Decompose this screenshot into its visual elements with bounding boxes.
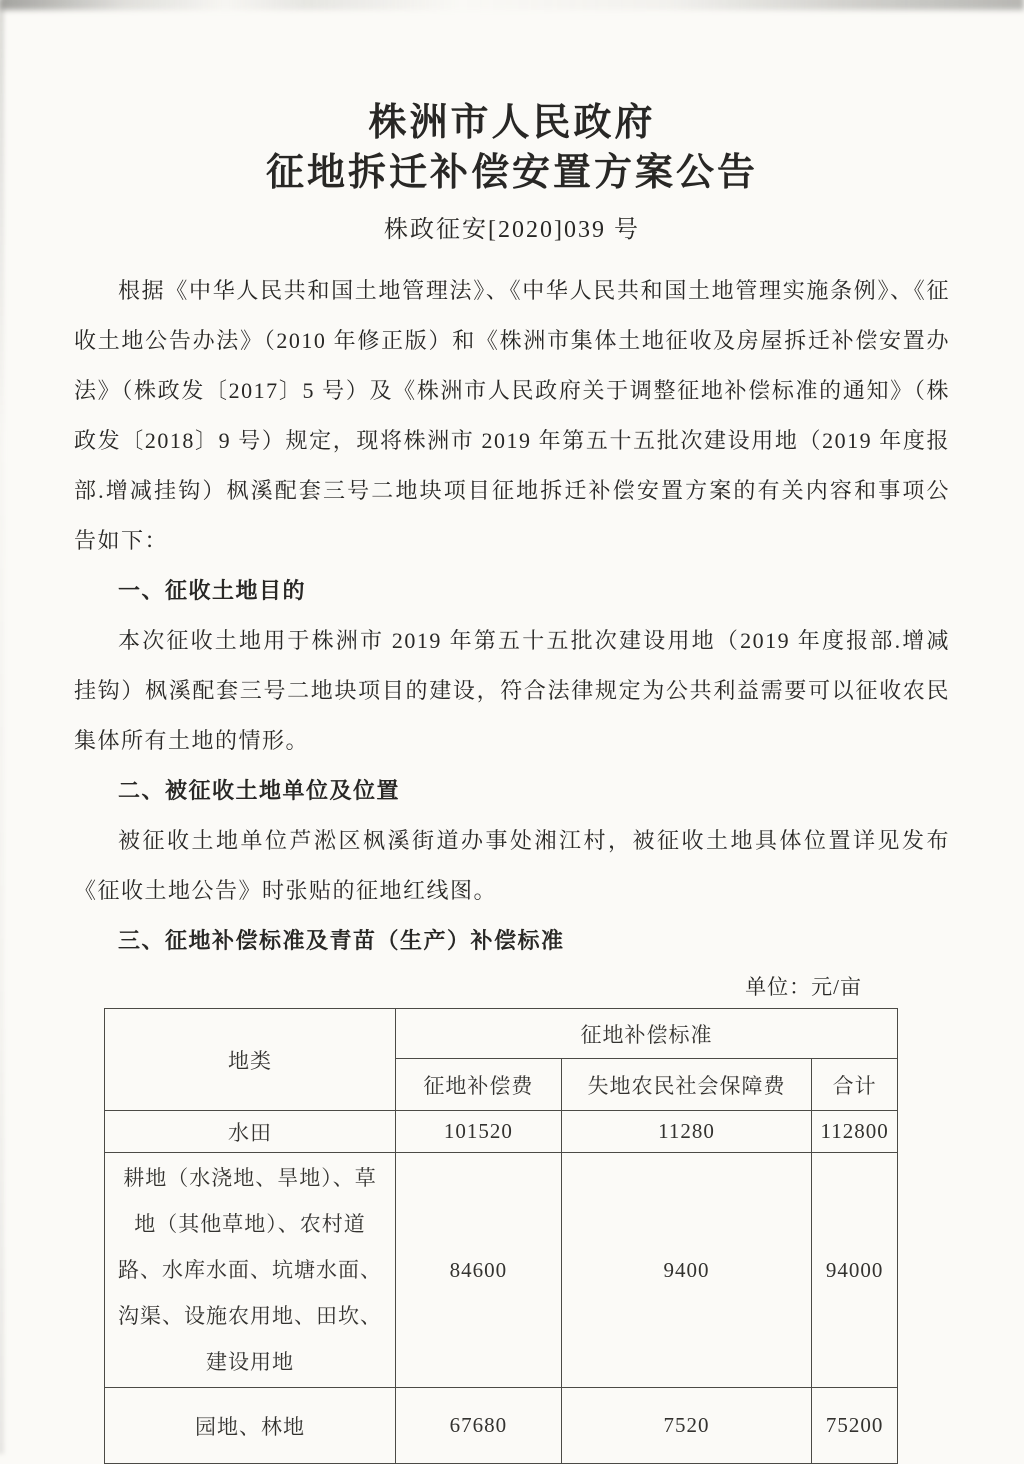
section-body-2: 被征收土地单位芦淞区枫溪街道办事处湘江村，被征收土地具体位置详见发布《征收土地公告》时张贴的征地红线图。 <box>74 828 950 903</box>
cell-total: 94000 <box>812 1153 898 1388</box>
cell-social-security-fee: 7520 <box>561 1388 812 1464</box>
cell-compensation-fee: 67680 <box>396 1388 562 1464</box>
page-title-line2: 征地拆迁补偿安置方案公告 <box>265 152 758 194</box>
cell-land-type: 水田 <box>105 1111 396 1153</box>
table-row <box>105 1153 898 1388</box>
compensation-table <box>104 1008 898 1464</box>
compensation-table-area <box>104 966 898 1464</box>
section-heading-3: 三、征地补偿标准及青苗（生产）补偿标准 <box>118 928 565 953</box>
cell-social-security-fee: 11280 <box>561 1111 812 1153</box>
cell-land-type: 耕地（水浇地、旱地）、草地（其他草地）、农村道路、水库水面、坑塘水面、沟渠、设施农用地、田坎、建设用地 <box>105 1153 396 1388</box>
section-heading-2: 二、被征收土地单位及位置 <box>118 778 401 803</box>
cell-total: 112800 <box>812 1111 898 1153</box>
header-cell-land-type: 地类 <box>105 1009 396 1111</box>
cell-compensation-fee: 84600 <box>396 1153 562 1388</box>
cell-compensation-fee: 101520 <box>396 1111 562 1153</box>
header-cell-social-security-fee: 失地农民社会保障费 <box>561 1059 812 1111</box>
header-cell-standard-group: 征地补偿标准 <box>396 1009 898 1059</box>
unit-label: 单位：元/亩 <box>745 975 862 999</box>
section-heading-1: 一、征收土地目的 <box>118 578 307 603</box>
table-row <box>105 1111 898 1153</box>
header-cell-total: 合计 <box>812 1059 898 1111</box>
cell-social-security-fee: 9400 <box>561 1153 812 1388</box>
table-row <box>105 1388 898 1464</box>
header-cell-compensation-fee: 征地补偿费 <box>396 1059 562 1111</box>
cell-land-type: 园地、林地 <box>105 1388 396 1464</box>
section-body-1: 本次征收土地用于株洲市 2019 年第五十五批次建设用地（2019 年度报部.增减挂钩）枫溪配套三号二地块项目的建设，符合法律规定为公共利益需要可以征收农民集体所有土地的情形。 <box>74 628 950 753</box>
intro-paragraph: 根据《中华人民共和国土地管理法》、《中华人民共和国土地管理实施条例》、《征收土地公告办法》（2010 年修正版）和《株洲市集体土地征收及房屋拆迁补偿安置办法》（株政发〔2017〕5 号）及《株洲市人民政府关于调整征地补偿标准的通知》（株政发〔2018〕9 号）规定，现将株洲市 2019 年第五十五批次建设用地（2019 年度报部.增减挂钩）枫溪配套三号二地块项目征地拆迁补偿安置方案的有关内容和事项公告如下： <box>74 278 950 553</box>
table-header-row-group <box>105 1009 898 1059</box>
document-number: 株政征安[2020]039 号 <box>384 217 640 243</box>
cell-total: 75200 <box>812 1388 898 1464</box>
page-title-line1: 株洲市人民政府 <box>368 102 656 144</box>
